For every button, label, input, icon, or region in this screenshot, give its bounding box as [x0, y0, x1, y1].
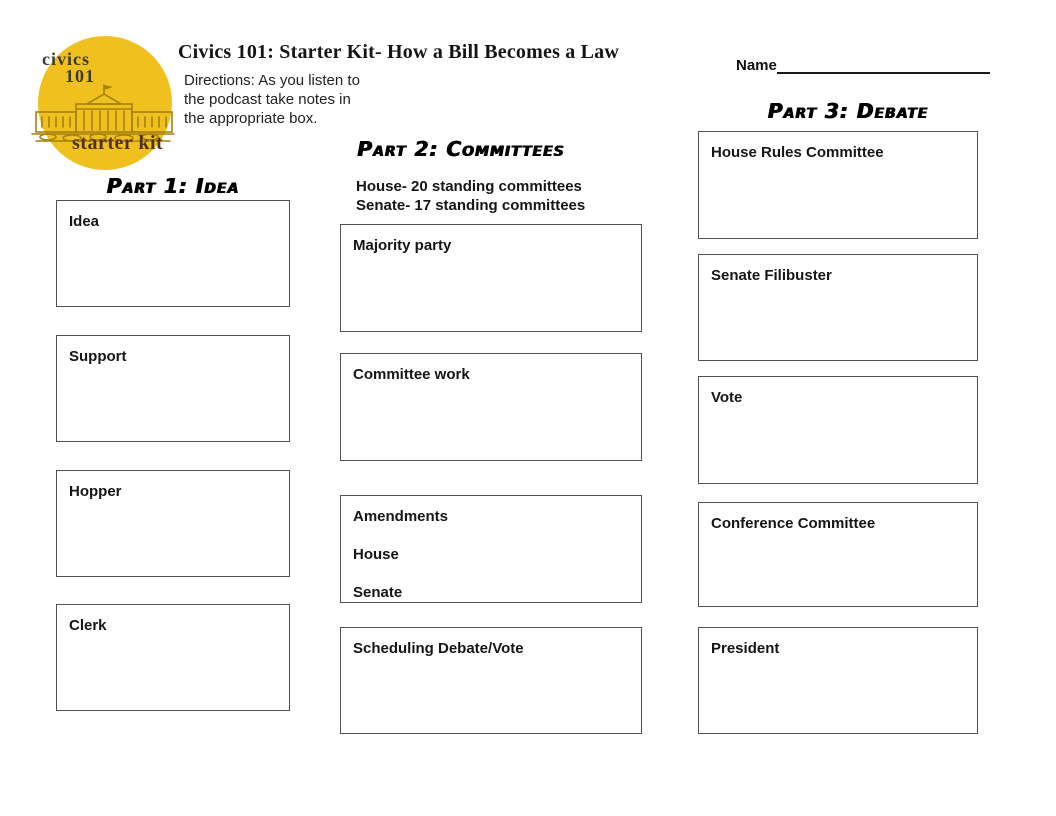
page-title: Civics 101: Starter Kit- How a Bill Becomes a Law: [178, 41, 620, 63]
directions-line-2: the podcast take notes in: [184, 91, 351, 108]
note-box-support[interactable]: [56, 335, 290, 442]
part2-standing-committee-notes: [356, 177, 616, 215]
note-box-label: Support: [69, 348, 127, 365]
note-box-label: House: [353, 546, 399, 563]
note-box-label: Amendments: [353, 508, 449, 525]
note-box-label: Conference Committee: [711, 515, 876, 532]
house-committees-note: House- 20 standing committees: [356, 178, 582, 195]
note-box-vote[interactable]: [698, 376, 978, 484]
directions-line-3: the appropriate box.: [184, 110, 318, 127]
part3-heading: Part 3: Debate: [767, 99, 929, 123]
logo-101-text: 101: [65, 66, 95, 86]
note-box-label: Majority party: [353, 237, 452, 254]
part2-heading: Part 2: Committees: [357, 137, 565, 161]
note-box-amendments[interactable]: [340, 495, 642, 603]
civics-101-logo: [28, 34, 178, 174]
note-box-label: Hopper: [69, 483, 122, 500]
name-fill-line[interactable]: [777, 58, 990, 74]
directions-line-1: Directions: As you listen to: [184, 72, 360, 89]
note-box-label: Clerk: [69, 617, 107, 634]
note-box-label: Idea: [69, 213, 100, 230]
note-box-label: Scheduling Debate/Vote: [353, 640, 524, 657]
logo-civics-text: civics: [42, 49, 90, 69]
note-box-house-rules-committee[interactable]: [698, 131, 978, 239]
note-box-label: President: [711, 640, 780, 657]
note-box-idea[interactable]: [56, 200, 290, 307]
part1-heading: Part 1: Idea: [106, 174, 240, 198]
note-box-hopper[interactable]: [56, 470, 290, 577]
directions-text: [184, 71, 394, 128]
note-box-senate-filibuster[interactable]: [698, 254, 978, 361]
note-box-scheduling-debate-vote[interactable]: [340, 627, 642, 734]
note-box-label: Senate: [353, 584, 403, 601]
note-box-president[interactable]: [698, 627, 978, 734]
senate-committees-note: Senate- 17 standing committees: [356, 197, 586, 214]
note-box-label: Vote: [711, 389, 743, 406]
note-box-label: House Rules Committee: [711, 144, 884, 161]
name-row: [736, 56, 990, 74]
logo-starter-kit-text: starter kit: [72, 132, 164, 154]
note-box-label: Senate Filibuster: [711, 267, 832, 284]
note-box-majority-party[interactable]: [340, 224, 642, 332]
note-box-label: Committee work: [353, 366, 470, 383]
note-box-clerk[interactable]: [56, 604, 290, 711]
note-box-committee-work[interactable]: [340, 353, 642, 461]
name-label: Name: [736, 57, 777, 74]
note-box-conference-committee[interactable]: [698, 502, 978, 607]
